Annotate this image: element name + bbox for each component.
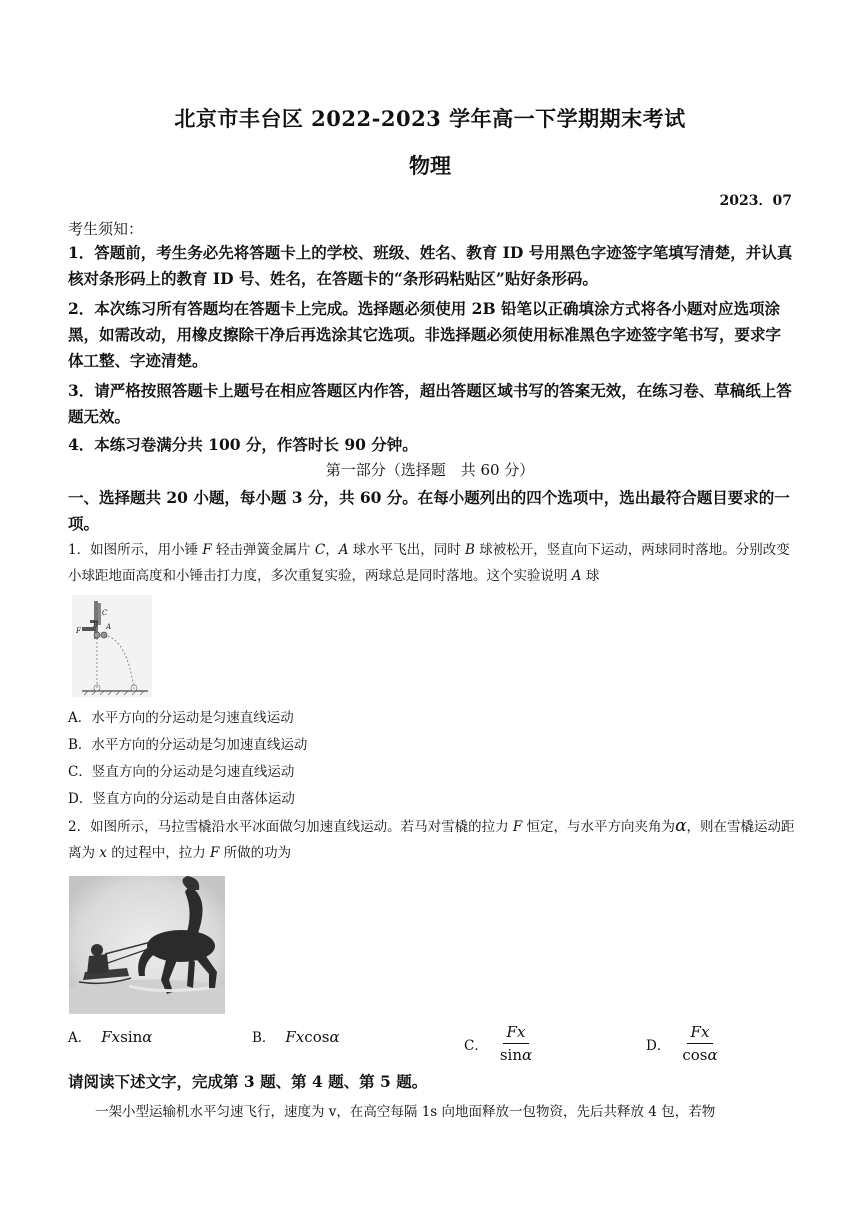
question-2-option-b: B． Fxcosα: [252, 1028, 340, 1046]
notice-item-4: 4．本练习卷满分共 100 分，作答时长 90 分钟。: [68, 435, 418, 454]
question-1-option-b: B．水平方向的分运动是匀加速直线运动: [68, 737, 308, 753]
part-heading: 第一部分（选择题 共 60 分）: [325, 461, 535, 479]
notice-heading: 考生须知：: [68, 220, 144, 238]
question-1-option-d: D．竖直方向的分运动是自由落体运动: [68, 791, 295, 807]
section-heading: 一、选择题共 20 小题，每小题 3 分，共 60 分。在每小题列出的四个选项中，选出最符合题目要求的一项。: [68, 488, 790, 533]
question-2-option-c: C． $\frac{Fx}{\sin\alpha}$: [464, 1023, 533, 1064]
reading-paragraph: 一架小型运输机水平匀速飞行，速度为 v，在高空每隔 1s 向地面释放一包物资，先后共释放 4 包，若物: [95, 1104, 716, 1120]
question-2-stem: 2．如图所示，马拉雪橇沿水平冰面做匀加速直线运动。若马对雪橇的拉力 F 恒定，与水平方向夹角为α，则在雪橇运动距离为 x 的过程中，拉力 F 所做的功为: [68, 816, 795, 861]
notice-item-2: 2．本次练习所有答题均在答题卡上完成。选择题必须使用 2B 铅笔以正确填涂方式将各小题对应选项涂黑，如需改动，用橡皮擦除干净后再选涂其它选项。非选择题必须使用标准黑色字迹签字笔书写，要求字体工整、字迹清楚。: [68, 299, 782, 370]
question-1-option-c: C．竖直方向的分运动是匀速直线运动: [68, 764, 295, 780]
figure-label-f: F: [76, 627, 81, 635]
projectile-experiment-figure: [72, 595, 152, 697]
figure-label-a: A: [106, 623, 112, 631]
question-1-option-a: A．水平方向的分运动是匀速直线运动: [68, 710, 294, 726]
reading-heading: 请阅读下述文字，完成第 3 题、第 4 题、第 5 题。: [68, 1072, 428, 1091]
subject-title: 物理: [409, 153, 451, 178]
figure-label-c: C: [102, 609, 108, 617]
exam-date: 2023．07: [719, 193, 792, 209]
notice-item-3: 3．请严格按照答题卡上题号在相应答题区内作答，超出答题区域书写的答案无效，在练习卷、草稿纸上答题无效。: [68, 381, 792, 426]
page-title: 北京市丰台区 2022-2023 学年高一下学期期末考试: [174, 106, 686, 131]
question-2-option-d: D． $\frac{Fx}{\cos\alpha}$: [646, 1023, 718, 1064]
notice-item-1: 1．答题前，考生务必先将答题卡上的学校、班级、姓名、教育 ID 号用黑色字迹签字笔填写清楚，并认真核对条形码上的教育 ID 号、姓名，在答题卡的“条形码粘贴区”贴好条形码。: [68, 243, 793, 288]
figure-label-b: B: [93, 621, 99, 629]
horse-sled-photo: [69, 876, 225, 1014]
question-2-option-a: A． Fxsinα: [68, 1028, 153, 1046]
question-1-stem: 1．如图所示，用小锤 F 轻击弹簧金属片 C，A 球水平飞出，同时 B 球被松开，竖直向下运动，两球同时落地。分别改变小球距地面高度和小锤击打力度，多次重复实验，两球总是同时落地。这个实验说明 A 球: [68, 542, 790, 584]
